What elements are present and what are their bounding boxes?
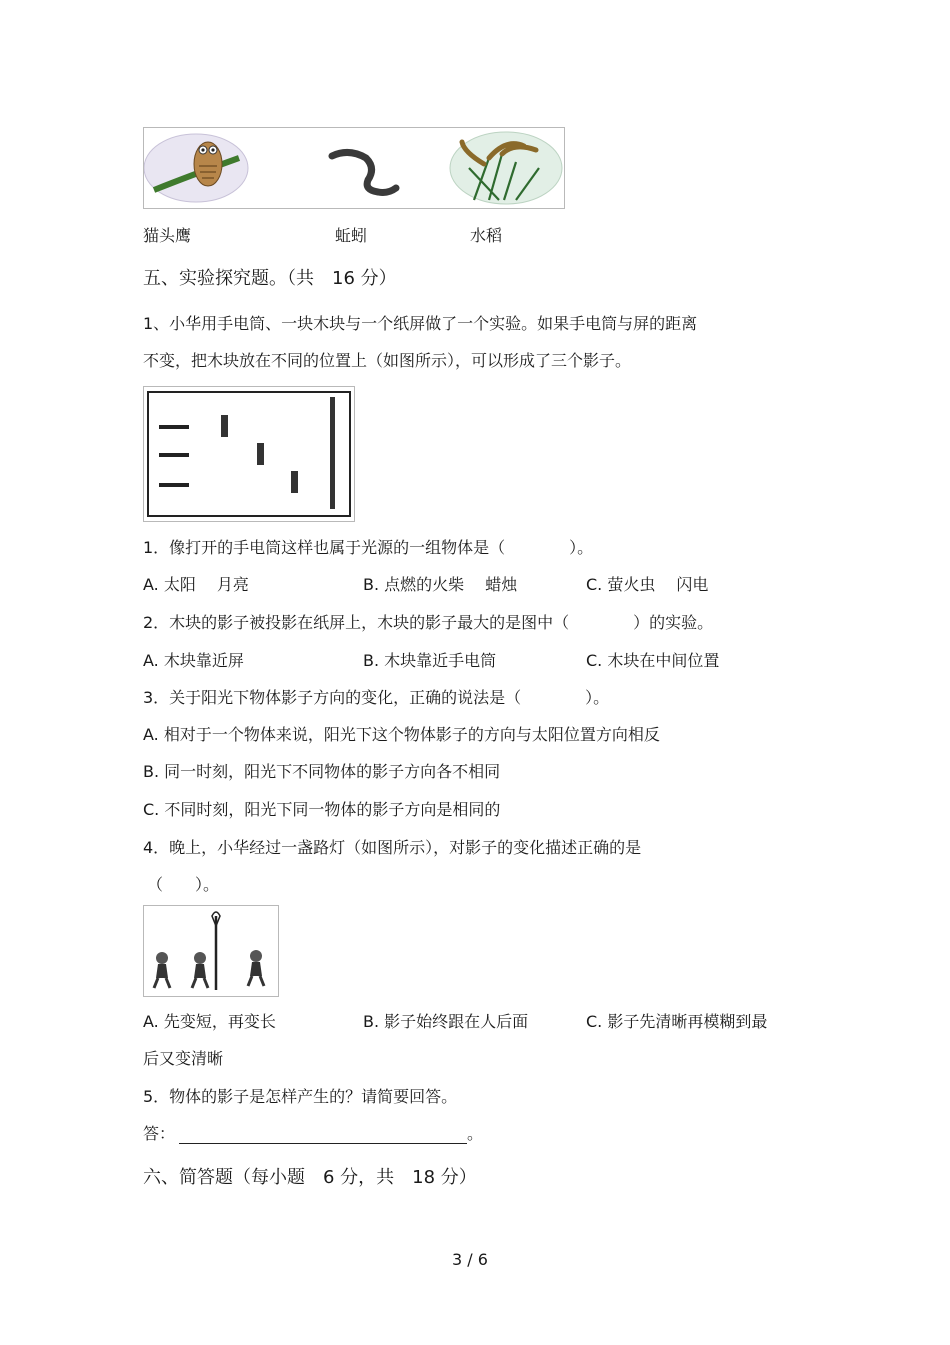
q1-option-a: A. 太阳 月亮 xyxy=(143,575,249,594)
shadow-experiment-figure xyxy=(143,386,355,522)
experiment-intro-line2: 不变，把木块放在不同的位置上（如图所示），可以形成了三个影子。 xyxy=(143,351,632,370)
q5-answer-label: 答： xyxy=(143,1124,176,1143)
flashlight-1 xyxy=(159,425,189,429)
q4-stem: 4．晚上，小华经过一盏路灯（如图所示），对影子的变化描述正确的是 xyxy=(143,838,642,857)
q2-option-c: C. 木块在中间位置 xyxy=(586,651,720,670)
wood-block-3 xyxy=(291,471,298,493)
q3-option-a: A. 相对于一个物体来说，阳光下这个物体影子的方向与太阳位置方向相反 xyxy=(143,725,660,744)
q2-option-a: A. 木块靠近屏 xyxy=(143,651,244,670)
q3-option-c: C. 不同时刻，阳光下同一物体的影子方向是相同的 xyxy=(143,800,501,819)
wood-block-2 xyxy=(257,443,264,465)
q3-stem: 3．关于阳光下物体影子方向的变化，正确的说法是（ ）。 xyxy=(143,688,610,707)
organisms-figure xyxy=(143,127,565,209)
q1-stem: 1．像打开的手电筒这样也属于光源的一组物体是（ ）。 xyxy=(143,538,594,557)
owl-label: 猫头鹰 xyxy=(143,226,192,245)
q1-option-c: C. 萤火虫 闪电 xyxy=(586,575,709,594)
paper-screen xyxy=(330,397,335,509)
owl-body xyxy=(194,142,222,186)
q1-option-b: B. 点燃的火柴 蜡烛 xyxy=(363,575,518,594)
q3-option-b: B. 同一时刻，阳光下不同物体的影子方向各不相同 xyxy=(143,762,501,781)
page-number: 3 / 6 xyxy=(452,1250,488,1269)
q5-answer-line[interactable] xyxy=(179,1127,467,1144)
wood-block-1 xyxy=(221,415,228,437)
street-lamp-figure xyxy=(143,905,279,997)
earthworm-shape xyxy=(332,152,396,192)
flashlight-3 xyxy=(159,483,189,487)
q4-blank: （ ）。 xyxy=(147,875,220,894)
q5-answer-row xyxy=(143,1124,483,1144)
q4-option-a: A. 先变短，再变长 xyxy=(143,1012,276,1031)
walker-1 xyxy=(154,952,170,988)
q4-option-c-continued: 后又变清晰 xyxy=(143,1049,224,1068)
rice-label: 水稻 xyxy=(470,226,503,245)
walker-2 xyxy=(192,952,208,988)
experiment-intro-line1: 1、小华用手电筒、一块木块与一个纸屏做了一个实验。如果手电筒与屏的距离 xyxy=(143,314,698,333)
q4-option-b: B. 影子始终跟在人后面 xyxy=(363,1012,529,1031)
street-lamp-diagram xyxy=(144,906,278,996)
q5-stem: 5．物体的影子是怎样产生的？请简要回答。 xyxy=(143,1087,458,1106)
section5-title: 五、实验探究题。（共 16 分） xyxy=(143,268,397,289)
shadow-experiment-diagram xyxy=(144,387,354,521)
organisms-illustration xyxy=(144,128,564,208)
section6-title: 六、简答题（每小题 6 分，共 18 分） xyxy=(143,1167,477,1188)
walker-3 xyxy=(248,950,264,986)
q2-option-b: B. 木块靠近手电筒 xyxy=(363,651,497,670)
q2-stem: 2．木块的影子被投影在纸屏上，木块的影子最大的是图中（ ）的实验。 xyxy=(143,613,714,632)
q4-option-c: C. 影子先清晰再模糊到最 xyxy=(586,1012,768,1031)
earthworm-label: 蚯蚓 xyxy=(335,226,368,245)
q5-answer-end: 。 xyxy=(467,1124,484,1143)
flashlight-2 xyxy=(159,453,189,457)
